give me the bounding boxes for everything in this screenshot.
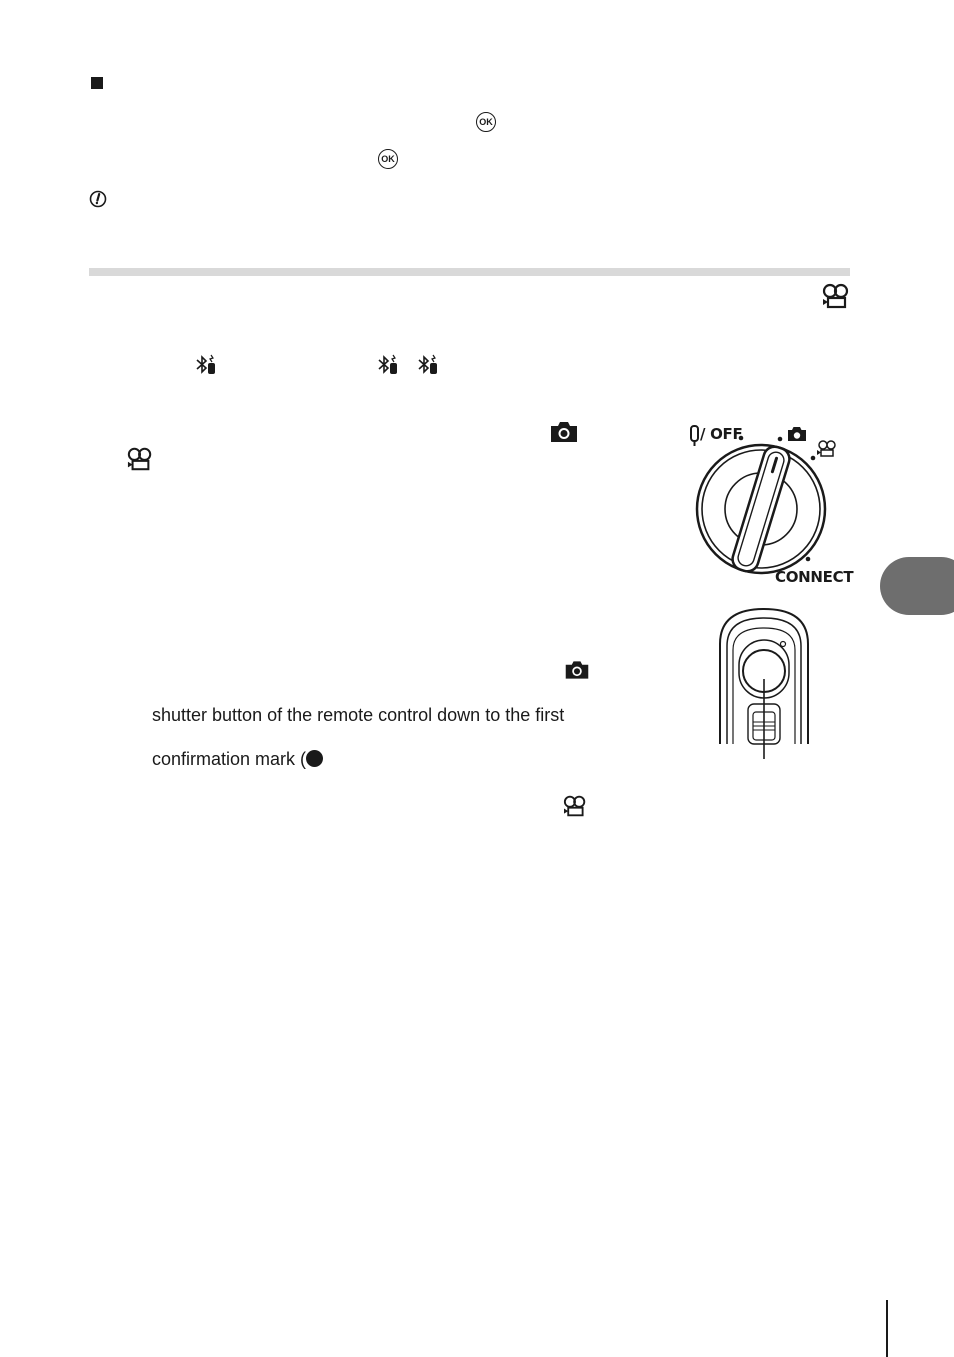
dial-connect-label: CONNECT: [775, 568, 854, 586]
confirmation-mark-icon: [306, 750, 323, 767]
movie-mode-icon: [822, 283, 850, 309]
bluetooth-remote-icon: [416, 354, 440, 376]
square-bullet-icon: [91, 77, 103, 89]
section-divider: [89, 268, 850, 276]
chapter-tab: [880, 557, 954, 615]
still-camera-icon: [549, 421, 579, 443]
ok-button-icon: OK: [476, 112, 496, 132]
page-number-rule: [886, 1300, 888, 1357]
remote-control-illustration: [716, 604, 816, 764]
bluetooth-remote-icon: [194, 354, 218, 376]
caution-icon: [89, 190, 107, 208]
step-text-line: shutter button of the remote control down to the first: [152, 705, 565, 725]
ok-button-icon: OK: [378, 149, 398, 169]
movie-mode-icon: [563, 795, 587, 817]
bluetooth-remote-icon: [376, 354, 400, 376]
mode-dial-illustration: [680, 420, 860, 590]
dial-off-label: / OFF: [700, 425, 743, 443]
step-text-line: [152, 748, 323, 770]
step-text-prefix: confirmation mark (: [152, 749, 307, 769]
still-camera-icon: [564, 660, 590, 680]
movie-mode-icon: [127, 446, 153, 472]
